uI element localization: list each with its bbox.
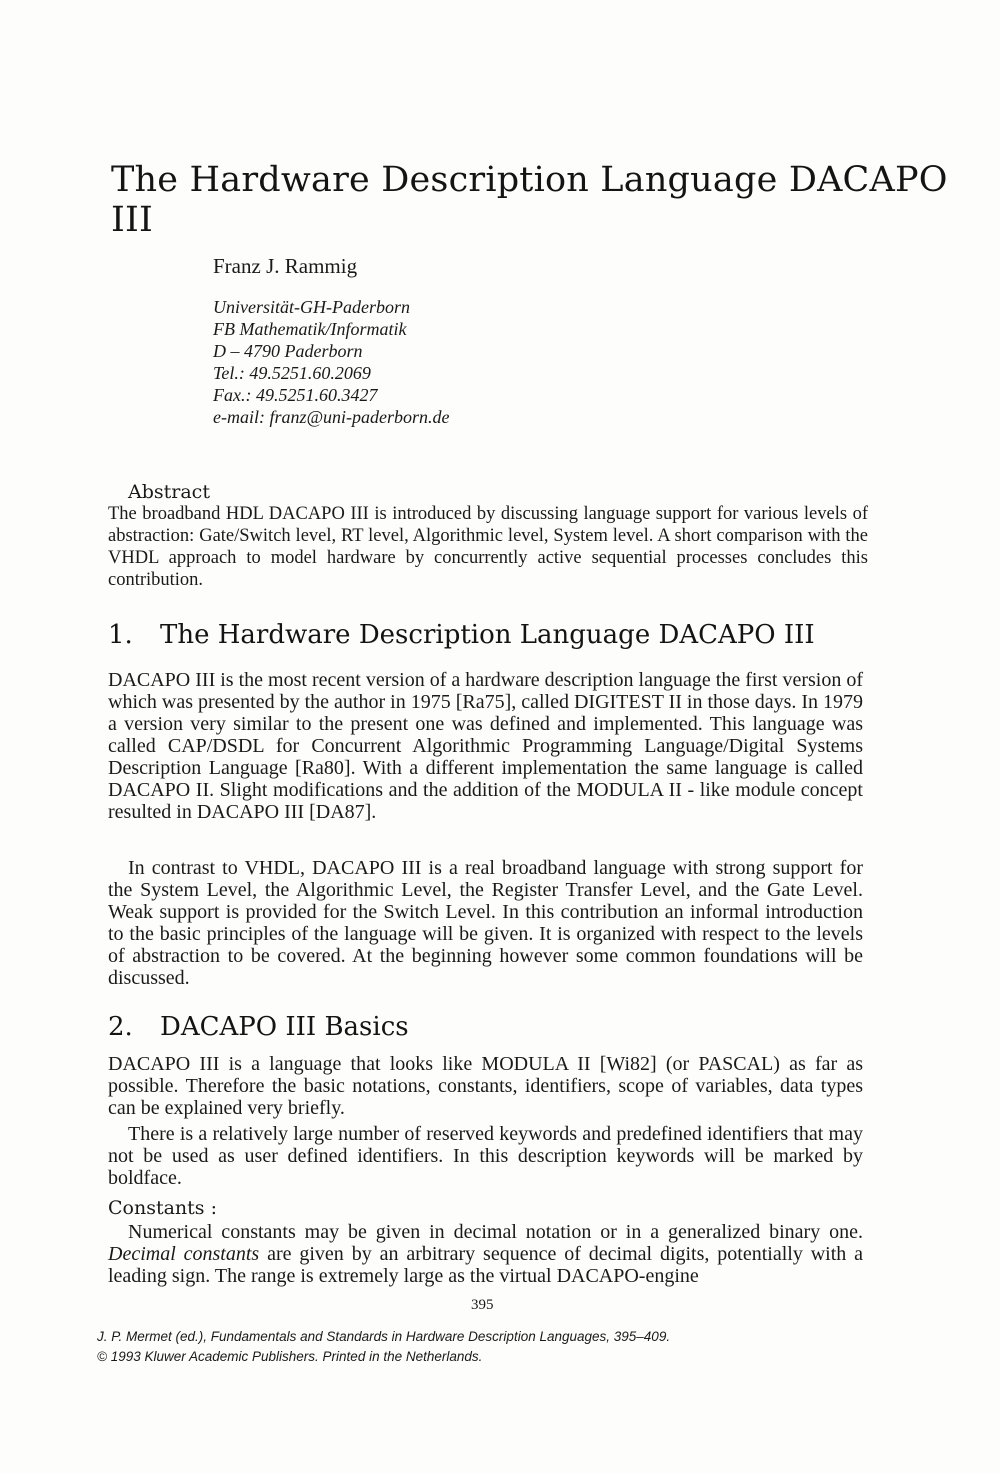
abstract-heading: Abstract (128, 481, 210, 503)
section-2-heading (108, 1012, 409, 1042)
affiliation-department: FB Mathematik/Informatik (213, 319, 407, 339)
affiliation-university: Universität-GH-Paderborn (213, 297, 410, 317)
section-1-heading (108, 620, 815, 650)
constants-text-end: are given by an arbitrary sequence of decimal digits, potentially with a leading sign. The range is extremely large as the virtual DACAPO-engine (108, 1243, 864, 1287)
author-name: Franz J. Rammig (213, 254, 358, 278)
page-number: 395 (471, 1297, 494, 1313)
section-2-paragraph-2: There is a relatively large number of reserved keywords and predefined identifiers that may not be used as user defined identifiers. In this description keywords will be marked by boldface. (108, 1123, 863, 1189)
constants-heading: Constants : (108, 1197, 217, 1219)
abstract-text: The broadband HDL DACAPO III is introduced by discussing language support for various levels of abstraction: Gate/Switch level, RT level, Algorithmic level, System level. A short comparison with the VHDL approach to model hardware by concurrently active sequential processes concludes this contribution. (108, 504, 868, 590)
section-2-paragraph-1: DACAPO III is a language that looks like MODULA II [Wi82] (or PASCAL) as far as possible. Therefore the basic notations, constants, identifiers, scope of variables, data types can be explained very briefly. (108, 1053, 863, 1119)
section-1-number: 1. (108, 620, 133, 650)
affiliation-city: D – 4790 Paderborn (213, 341, 363, 361)
footer-copyright: © 1993 Kluwer Academic Publishers. Printed in the Netherlands. (97, 1349, 483, 1364)
section-2-title: DACAPO III Basics (160, 1012, 409, 1042)
affiliation-fax: Fax.: 49.5251.60.3427 (213, 385, 378, 405)
section-1-paragraph-2: In contrast to VHDL, DACAPO III is a real broadband language with strong support for the System Level, the Algorithmic Level, the Register Transfer Level, and the Gate Level. Weak support is provided for the Switch Level. In this contribution an informal introduction to the basic principles of the language will be given. It is organized with respect to the levels of abstraction to be covered. At the beginning however some common foundations will be discussed. (108, 857, 863, 989)
affiliation-block (213, 296, 450, 428)
section-1-paragraph-1: DACAPO III is the most recent version of a hardware description language the first version of which was presented by the author in 1975 [Ra75], called DIGITEST II in those days. In 1979 a version very similar to the present one was defined and implemented. This language was called CAP/DSDL for Concurrent Algorithmic Programming Language/Digital Systems Description Language [Ra80]. With a different implementation the same language is called DACAPO II. Slight modifications and the addition of the MODULA II - like module concept resulted in DACAPO III [DA87]. (108, 669, 864, 823)
paper-title: The Hardware Description Language DACAPO III (111, 160, 948, 240)
footer-citation: J. P. Mermet (ed.), Fundamentals and Standards in Hardware Description Languages, 395–409. (97, 1329, 671, 1344)
constants-text-start: Numerical constants may be given in decimal notation or in a generalized binary one. (128, 1221, 863, 1243)
affiliation-phone: Tel.: 49.5251.60.2069 (213, 363, 371, 383)
section-1-title: The Hardware Description Language DACAPO III (160, 620, 815, 650)
affiliation-email: e-mail: franz@uni-paderborn.de (213, 407, 450, 427)
publication-footer (97, 1327, 670, 1367)
section-2-number: 2. (108, 1012, 133, 1042)
decimal-constants-emphasis: Decimal constants (108, 1243, 260, 1265)
constants-paragraph (108, 1221, 863, 1287)
